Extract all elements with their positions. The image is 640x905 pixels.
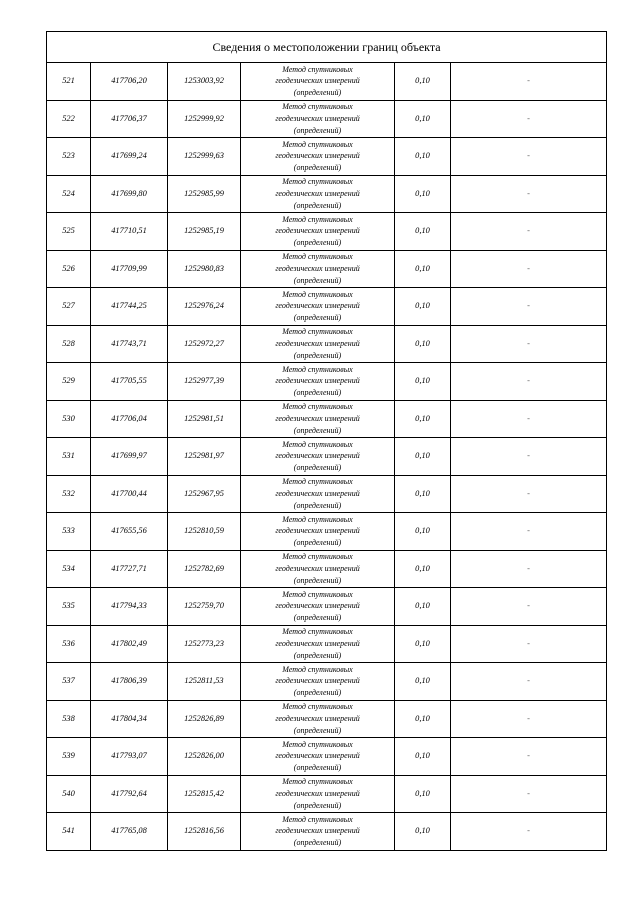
table-title: Сведения о местоположении границ объекта bbox=[47, 32, 607, 63]
method-cell bbox=[241, 138, 395, 176]
coord-x: 417802,49 bbox=[91, 625, 168, 663]
method-line-2: геодезических измерений bbox=[275, 826, 360, 836]
method-cell bbox=[241, 813, 395, 851]
coord-x: 417700,44 bbox=[91, 475, 168, 513]
method-line-1: Метод спутниковых bbox=[282, 739, 353, 749]
method-line-3: (определений) bbox=[293, 613, 342, 623]
point-number: 528 bbox=[47, 325, 91, 363]
method-line-3: (определений) bbox=[293, 575, 342, 585]
coord-x: 417794,33 bbox=[91, 588, 168, 626]
method-cell bbox=[241, 63, 395, 101]
coord-x: 417699,24 bbox=[91, 138, 168, 176]
method-line-1: Метод спутниковых bbox=[282, 177, 353, 187]
method-line-1: Метод спутниковых bbox=[282, 627, 353, 637]
method-cell bbox=[241, 625, 395, 663]
table-row bbox=[47, 250, 607, 288]
method-line-2: геодезических измерений bbox=[275, 751, 360, 761]
method-line-3: (определений) bbox=[293, 350, 342, 360]
coord-x: 417699,97 bbox=[91, 438, 168, 476]
method-line-3: (определений) bbox=[293, 238, 342, 248]
point-number: 541 bbox=[47, 813, 91, 851]
coord-x: 417706,37 bbox=[91, 100, 168, 138]
coord-y: 1252815,42 bbox=[168, 775, 241, 813]
point-number: 530 bbox=[47, 400, 91, 438]
table-row bbox=[47, 813, 607, 851]
method-line-2: геодезических измерений bbox=[275, 113, 360, 123]
accuracy-value: 0,10 bbox=[395, 663, 451, 701]
method-line-3: (определений) bbox=[293, 650, 342, 660]
method-line-1: Метод спутниковых bbox=[282, 664, 353, 674]
description-cell: - bbox=[451, 700, 607, 738]
table-row bbox=[47, 213, 607, 251]
point-number: 526 bbox=[47, 250, 91, 288]
method-cell bbox=[241, 663, 395, 701]
method-cell bbox=[241, 700, 395, 738]
point-number: 536 bbox=[47, 625, 91, 663]
coord-y: 1252816,56 bbox=[168, 813, 241, 851]
table-row bbox=[47, 138, 607, 176]
method-cell bbox=[241, 588, 395, 626]
coord-y: 1252985,19 bbox=[168, 213, 241, 251]
description-cell: - bbox=[451, 63, 607, 101]
coord-y: 1252976,24 bbox=[168, 288, 241, 326]
coord-y: 1252782,69 bbox=[168, 550, 241, 588]
coord-x: 417705,55 bbox=[91, 363, 168, 401]
table-row bbox=[47, 663, 607, 701]
table-row bbox=[47, 400, 607, 438]
method-line-2: геодезических измерений bbox=[275, 338, 360, 348]
method-line-1: Метод спутниковых bbox=[282, 289, 353, 299]
coord-y: 1252826,00 bbox=[168, 738, 241, 776]
method-line-1: Метод спутниковых bbox=[282, 139, 353, 149]
method-line-1: Метод спутниковых bbox=[282, 702, 353, 712]
coord-y: 1252967,95 bbox=[168, 475, 241, 513]
description-cell: - bbox=[451, 213, 607, 251]
coord-x: 417709,99 bbox=[91, 250, 168, 288]
point-number: 529 bbox=[47, 363, 91, 401]
accuracy-value: 0,10 bbox=[395, 288, 451, 326]
coord-x: 417727,71 bbox=[91, 550, 168, 588]
method-line-3: (определений) bbox=[293, 838, 342, 848]
method-line-2: геодезических измерений bbox=[275, 151, 360, 161]
table-row bbox=[47, 550, 607, 588]
method-line-1: Метод спутниковых bbox=[282, 814, 353, 824]
method-cell bbox=[241, 438, 395, 476]
description-cell: - bbox=[451, 438, 607, 476]
point-number: 534 bbox=[47, 550, 91, 588]
accuracy-value: 0,10 bbox=[395, 775, 451, 813]
description-cell: - bbox=[451, 175, 607, 213]
method-line-3: (определений) bbox=[293, 275, 342, 285]
method-line-2: геодезических измерений bbox=[275, 713, 360, 723]
table-row bbox=[47, 325, 607, 363]
method-line-3: (определений) bbox=[293, 800, 342, 810]
accuracy-value: 0,10 bbox=[395, 400, 451, 438]
method-line-3: (определений) bbox=[293, 125, 342, 135]
accuracy-value: 0,10 bbox=[395, 625, 451, 663]
table-row bbox=[47, 738, 607, 776]
coord-x: 417743,71 bbox=[91, 325, 168, 363]
coord-x: 417804,34 bbox=[91, 700, 168, 738]
coord-x: 417706,04 bbox=[91, 400, 168, 438]
coord-y: 1252985,99 bbox=[168, 175, 241, 213]
method-cell bbox=[241, 475, 395, 513]
method-cell bbox=[241, 250, 395, 288]
description-cell: - bbox=[451, 663, 607, 701]
method-line-2: геодезических измерений bbox=[275, 226, 360, 236]
table-row bbox=[47, 775, 607, 813]
method-cell bbox=[241, 775, 395, 813]
method-cell bbox=[241, 363, 395, 401]
method-line-1: Метод спутниковых bbox=[282, 439, 353, 449]
boundary-table-body bbox=[47, 32, 607, 851]
point-number: 523 bbox=[47, 138, 91, 176]
description-cell: - bbox=[451, 775, 607, 813]
method-line-2: геодезических измерений bbox=[275, 601, 360, 611]
description-cell: - bbox=[451, 513, 607, 551]
method-line-2: геодезических измерений bbox=[275, 413, 360, 423]
coord-x: 417765,08 bbox=[91, 813, 168, 851]
method-line-3: (определений) bbox=[293, 200, 342, 210]
method-cell bbox=[241, 513, 395, 551]
point-number: 527 bbox=[47, 288, 91, 326]
method-line-1: Метод спутниковых bbox=[282, 102, 353, 112]
method-line-3: (определений) bbox=[293, 425, 342, 435]
method-line-3: (определений) bbox=[293, 500, 342, 510]
point-number: 538 bbox=[47, 700, 91, 738]
method-line-1: Метод спутниковых bbox=[282, 777, 353, 787]
coord-y: 1252826,89 bbox=[168, 700, 241, 738]
table-row bbox=[47, 288, 607, 326]
table-row bbox=[47, 363, 607, 401]
method-line-3: (определений) bbox=[293, 463, 342, 473]
accuracy-value: 0,10 bbox=[395, 738, 451, 776]
method-line-2: геодезических измерений bbox=[275, 376, 360, 386]
method-line-2: геодезических измерений bbox=[275, 638, 360, 648]
table-row bbox=[47, 588, 607, 626]
method-line-1: Метод спутниковых bbox=[282, 589, 353, 599]
point-number: 540 bbox=[47, 775, 91, 813]
point-number: 537 bbox=[47, 663, 91, 701]
method-line-1: Метод спутниковых bbox=[282, 477, 353, 487]
table-row bbox=[47, 475, 607, 513]
method-line-1: Метод спутниковых bbox=[282, 364, 353, 374]
method-line-1: Метод спутниковых bbox=[282, 252, 353, 262]
accuracy-value: 0,10 bbox=[395, 513, 451, 551]
point-number: 521 bbox=[47, 63, 91, 101]
description-cell: - bbox=[451, 138, 607, 176]
method-line-3: (определений) bbox=[293, 763, 342, 773]
coord-y: 1252811,53 bbox=[168, 663, 241, 701]
method-line-3: (определений) bbox=[293, 163, 342, 173]
method-line-3: (определений) bbox=[293, 388, 342, 398]
method-line-1: Метод спутниковых bbox=[282, 64, 353, 74]
boundary-table bbox=[46, 31, 607, 851]
method-line-3: (определений) bbox=[293, 88, 342, 98]
method-cell bbox=[241, 400, 395, 438]
method-line-2: геодезических измерений bbox=[275, 676, 360, 686]
accuracy-value: 0,10 bbox=[395, 550, 451, 588]
coord-y: 1252999,63 bbox=[168, 138, 241, 176]
coord-y: 1252977,39 bbox=[168, 363, 241, 401]
coord-x: 417792,64 bbox=[91, 775, 168, 813]
method-cell bbox=[241, 213, 395, 251]
coord-x: 417655,56 bbox=[91, 513, 168, 551]
table-row bbox=[47, 513, 607, 551]
description-cell: - bbox=[451, 288, 607, 326]
table-row bbox=[47, 63, 607, 101]
coord-y: 1252972,27 bbox=[168, 325, 241, 363]
point-number: 533 bbox=[47, 513, 91, 551]
method-line-3: (определений) bbox=[293, 688, 342, 698]
coord-y: 1252999,92 bbox=[168, 100, 241, 138]
coord-y: 1252810,59 bbox=[168, 513, 241, 551]
coord-y: 1253003,92 bbox=[168, 63, 241, 101]
accuracy-value: 0,10 bbox=[395, 588, 451, 626]
method-line-3: (определений) bbox=[293, 313, 342, 323]
method-line-1: Метод спутниковых bbox=[282, 402, 353, 412]
table-row bbox=[47, 175, 607, 213]
coord-y: 1252981,97 bbox=[168, 438, 241, 476]
method-cell bbox=[241, 738, 395, 776]
table-row bbox=[47, 438, 607, 476]
accuracy-value: 0,10 bbox=[395, 700, 451, 738]
method-line-1: Метод спутниковых bbox=[282, 514, 353, 524]
coord-x: 417710,51 bbox=[91, 213, 168, 251]
accuracy-value: 0,10 bbox=[395, 100, 451, 138]
description-cell: - bbox=[451, 625, 607, 663]
accuracy-value: 0,10 bbox=[395, 250, 451, 288]
method-line-2: геодезических измерений bbox=[275, 263, 360, 273]
accuracy-value: 0,10 bbox=[395, 813, 451, 851]
table-row bbox=[47, 700, 607, 738]
method-line-1: Метод спутниковых bbox=[282, 214, 353, 224]
coord-x: 417806,39 bbox=[91, 663, 168, 701]
coord-y: 1252759,70 bbox=[168, 588, 241, 626]
accuracy-value: 0,10 bbox=[395, 213, 451, 251]
method-line-2: геодезических измерений bbox=[275, 301, 360, 311]
description-cell: - bbox=[451, 738, 607, 776]
coord-x: 417793,07 bbox=[91, 738, 168, 776]
method-cell bbox=[241, 288, 395, 326]
method-cell bbox=[241, 100, 395, 138]
point-number: 539 bbox=[47, 738, 91, 776]
method-cell bbox=[241, 175, 395, 213]
accuracy-value: 0,10 bbox=[395, 138, 451, 176]
description-cell: - bbox=[451, 325, 607, 363]
method-line-2: геодезических измерений bbox=[275, 788, 360, 798]
description-cell: - bbox=[451, 250, 607, 288]
accuracy-value: 0,10 bbox=[395, 175, 451, 213]
description-cell: - bbox=[451, 813, 607, 851]
accuracy-value: 0,10 bbox=[395, 438, 451, 476]
coord-x: 417706,20 bbox=[91, 63, 168, 101]
table-row bbox=[47, 100, 607, 138]
accuracy-value: 0,10 bbox=[395, 475, 451, 513]
method-line-2: геодезических измерений bbox=[275, 451, 360, 461]
method-line-2: геодезических измерений bbox=[275, 488, 360, 498]
method-line-2: геодезических измерений bbox=[275, 188, 360, 198]
method-cell bbox=[241, 550, 395, 588]
method-line-1: Метод спутниковых bbox=[282, 327, 353, 337]
method-line-2: геодезических измерений bbox=[275, 563, 360, 573]
description-cell: - bbox=[451, 475, 607, 513]
point-number: 524 bbox=[47, 175, 91, 213]
description-cell: - bbox=[451, 100, 607, 138]
method-line-2: геодезических измерений bbox=[275, 526, 360, 536]
accuracy-value: 0,10 bbox=[395, 363, 451, 401]
method-line-2: геодезических измерений bbox=[275, 76, 360, 86]
boundary-sheet bbox=[46, 31, 606, 851]
accuracy-value: 0,10 bbox=[395, 63, 451, 101]
table-title-row bbox=[47, 32, 607, 63]
method-line-3: (определений) bbox=[293, 725, 342, 735]
method-cell bbox=[241, 325, 395, 363]
table-row bbox=[47, 625, 607, 663]
method-line-3: (определений) bbox=[293, 538, 342, 548]
description-cell: - bbox=[451, 400, 607, 438]
coord-y: 1252773,23 bbox=[168, 625, 241, 663]
point-number: 532 bbox=[47, 475, 91, 513]
method-line-1: Метод спутниковых bbox=[282, 552, 353, 562]
point-number: 522 bbox=[47, 100, 91, 138]
point-number: 525 bbox=[47, 213, 91, 251]
coord-y: 1252981,51 bbox=[168, 400, 241, 438]
coord-x: 417699,80 bbox=[91, 175, 168, 213]
coord-x: 417744,25 bbox=[91, 288, 168, 326]
description-cell: - bbox=[451, 588, 607, 626]
point-number: 531 bbox=[47, 438, 91, 476]
description-cell: - bbox=[451, 550, 607, 588]
accuracy-value: 0,10 bbox=[395, 325, 451, 363]
point-number: 535 bbox=[47, 588, 91, 626]
description-cell: - bbox=[451, 363, 607, 401]
coord-y: 1252980,83 bbox=[168, 250, 241, 288]
